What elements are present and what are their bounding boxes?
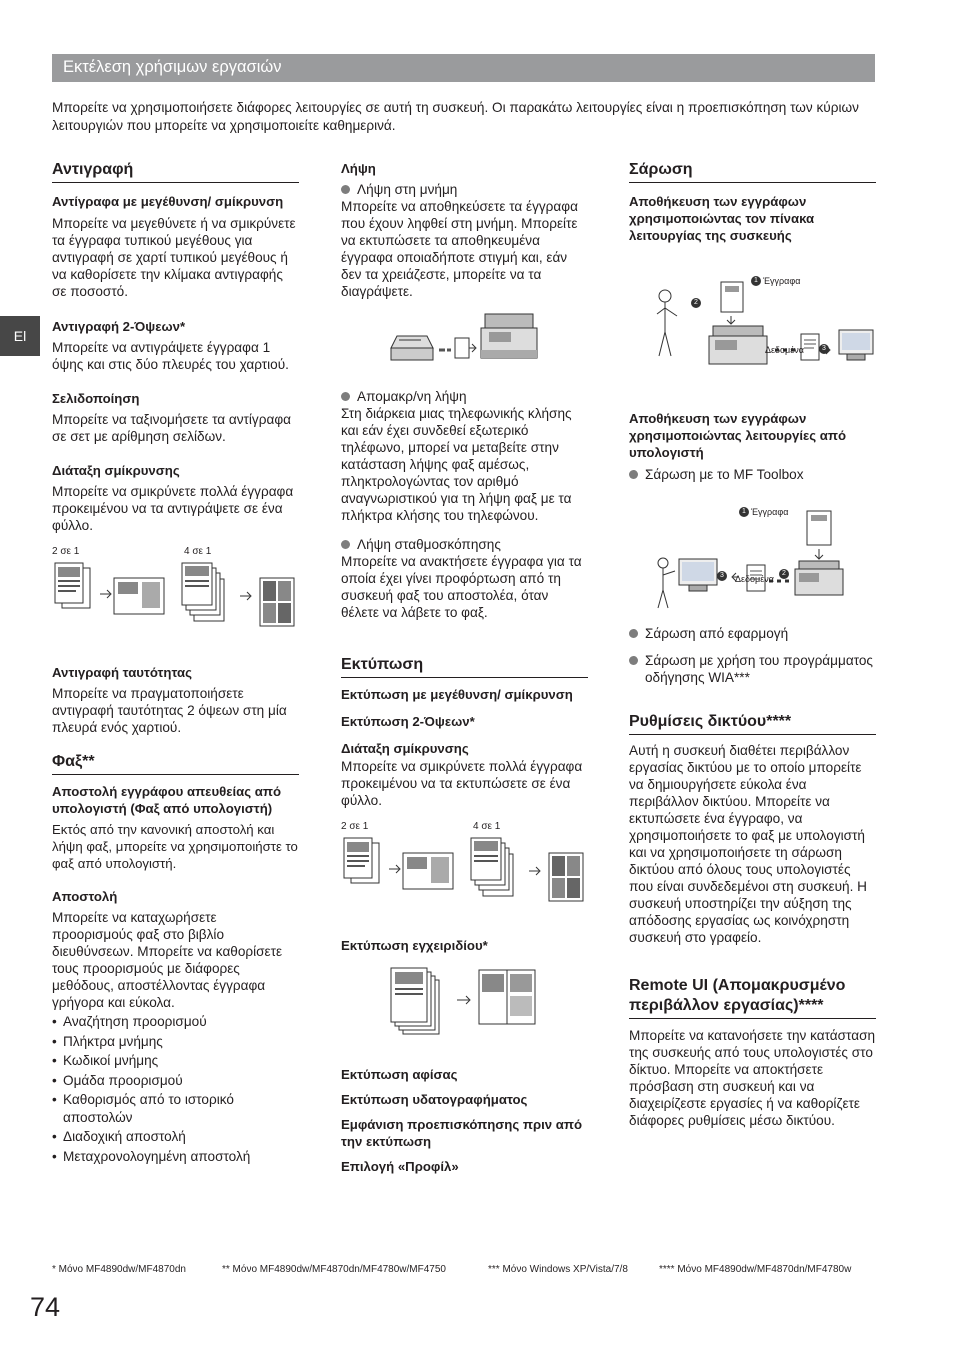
scan-pc-graphic (649, 501, 879, 621)
fax-heading: Φαξ** (52, 752, 299, 775)
scan-data-label: Δεδομένα (765, 345, 804, 355)
section-banner (52, 54, 875, 82)
remote-ui-text: Μπορείτε να κατανοήσετε την κατάσταση της συσκευής από τους υπολογιστές στο δίκτυο. Μπορείτε να αποκτήσετε πρόσβαση στη συσκευή και να διαχειρίζεστε εργασίες ή να καθορίζετε διάφορες ρυθμίσεις μέσω δικτύου. (629, 1028, 876, 1128)
receive-memory-bullet: Λήψη στη μνήμη (341, 181, 588, 198)
copy-nup-graphic (52, 562, 299, 652)
list-item: • Ομάδα προορισμού (52, 1072, 183, 1088)
list-item: • Καθορισμός από το ιστορικό αποστολών (52, 1092, 234, 1125)
bullet-dot-icon (629, 656, 638, 665)
copy-id-text: Μπορείτε να πραγματοποιήσετε αντιγραφή ταυτότητας 2 όψεων στη μία πλευρά ενός χαρτιού. (52, 686, 287, 735)
print-preview-title: Εμφάνιση προεπισκόπησης πριν από την εκτύπωση (341, 1117, 583, 1149)
receive-remote-bullet: Απομακρ/νη λήψη (341, 388, 588, 405)
print-poster-title: Εκτύπωση αφίσας (341, 1067, 458, 1082)
column-copy-fax (52, 160, 299, 1165)
scan-docs-label: Έγγραφα (763, 276, 801, 286)
receive-polling-bullet: Λήψη σταθμοσκόπησης (341, 536, 588, 553)
column-scan-network (629, 160, 876, 1129)
scan-pc-illustration (629, 491, 876, 621)
copy-duplex-title: Αντιγραφή 2-Όψεων* (52, 319, 186, 334)
receive-polling-text: Μπορείτε να ανακτήσετε έγγραφα για τα οποία έχει γίνει προφόρτωση από τη συσκευή φαξ του αποστολέα, όταν θέλετε να λάβετε το φαξ. (341, 554, 582, 620)
footnote-4: **** Μόνο MF4890dw/MF4870dn/MF4780w (659, 1264, 852, 1275)
bullet-dot-icon (629, 470, 638, 479)
step-2-badge: 2 (691, 298, 701, 308)
step-1-badge: 1 (751, 276, 761, 286)
bullet-dot-icon (341, 392, 350, 401)
print-nup-graphic (341, 837, 588, 927)
print-booklet-title: Εκτύπωση εγχειριδίου* (341, 938, 488, 953)
scan-panel-graphic (649, 274, 879, 384)
copy-enlarge-text: Μπορείτε να μεγεθύνετε ή να σμικρύνετε τα έγγραφα τυπικού μεγέθους για αντιγραφή σε χαρτί τυπικού μεγέθους ή να καθορίσετε την κλίμακα αντιγραφής σε ποσοστό. (52, 216, 296, 299)
list-item: • Αναζήτηση προορισμού (52, 1014, 207, 1029)
scan-pc-docs-label: Έγγραφα (751, 507, 789, 517)
list-item: • Διαδοχική αποστολή (52, 1129, 186, 1144)
fax-send-title: Αποστολή (52, 889, 118, 904)
copy-collate-title: Σελιδοποίηση (52, 391, 140, 406)
fax-machine-illustration (385, 310, 545, 370)
print-heading: Εκτύπωση (341, 655, 588, 678)
scan-pc-title: Αποθήκευση των εγγράφων χρησιμοποιώντας λειτουργίες από υπολογιστή (629, 411, 847, 460)
receive-remote-text: Στη διάρκεια μιας τηλεφωνικής κλήσης και εάν έχει συνδεθεί εξωτερικό τηλέφωνο, μπορεί να μεταβείτε στην κατάσταση λήψης φαξ αμέσως, πληκτρολογώντας τον αριθμό αναγνωριστικού για τη λήψη φαξ με τα πλήκτρα κλήσης του τηλεφώνου. (341, 406, 572, 523)
list-item: • Πλήκτρα μνήμης (52, 1033, 163, 1049)
copy-collate-text: Μπορείτε να ταξινομήσετε τα αντίγραφα σε σετ με αρίθμηση σελίδων. (52, 412, 291, 444)
step-3-badge: 3 (819, 344, 829, 354)
print-reduced-text: Μπορείτε να σμικρύνετε πολλά έγγραφα προκειμένου να τα εκτυπώσετε σε ένα φύλλο. (341, 759, 583, 808)
step-2-badge: 2 (779, 569, 789, 579)
print-4on1-label: 4 σε 1 (473, 821, 501, 832)
print-watermark-title: Εκτύπωση υδατογραφήματος (341, 1092, 528, 1107)
receive-title: Λήψη (341, 161, 376, 176)
section-title: Εκτέλεση χρήσιμων εργασιών (63, 58, 282, 76)
scan-wia-bullet: Σάρωση με χρήση του προγράμματος οδήγησης WIA*** (629, 652, 876, 686)
print-reduced-title: Διάταξη σμίκρυνσης (341, 741, 469, 756)
receive-memory-text: Μπορείτε να αποθηκεύσετε τα έγγραφα που έχουν ληφθεί στη μνήμη. Μπορείτε να εκτυπώσετε τα αποθηκευμένα έγγραφα οποιαδήποτε στιγμή και, εάν δεν τα χρειάζεστε, μπορείτε να τα διαγράψετε. (341, 199, 578, 299)
column-receive-print (341, 160, 588, 1175)
print-2on1-label: 2 σε 1 (341, 821, 369, 832)
fax-pc-title: Αποστολή εγγράφου απευθείας από υπολογιστή (Φαξ από υπολογιστή) (52, 784, 282, 816)
scan-app-bullet: Σάρωση από εφαρμογή (629, 625, 876, 642)
bullet-dot-icon (341, 540, 350, 549)
copy-duplex-text: Μπορείτε να αντιγράψετε έγγραφα 1 όψης και στις δύο πλευρές του χαρτιού. (52, 340, 289, 372)
fax-pc-text: Εκτός από την κανονική αποστολή και λήψη φαξ, μπορείτε να χρησιμοποιήστε το φαξ από υπολογιστή. (52, 822, 298, 871)
copy-nup-illustration (52, 546, 299, 654)
print-nup-illustration (341, 821, 588, 929)
step-3-badge: 3 (717, 571, 727, 581)
fax-send-list (52, 1013, 299, 1165)
intro-text: Μπορείτε να χρησιμοποιήσετε διάφορες λειτουργίες σε αυτή τη συσκευή. Οι παρακάτω λειτουργίες είναι η προεπισκόπηση των κύριων λειτουργιών που μπορείτε να χρησιμοποιείτε καθημερινά. (52, 100, 859, 133)
booklet-illustration (389, 966, 539, 1046)
remote-ui-heading: Remote UI (Απομακρυσμένο περιβάλλον εργασίας)**** (629, 976, 876, 1019)
step-1-badge: 1 (739, 507, 749, 517)
print-enlarge-title: Εκτύπωση με μεγέθυνση/ σμίκρυνση (341, 687, 573, 702)
bullet-dot-icon (341, 185, 350, 194)
list-item: • Κωδικοί μνήμης (52, 1053, 159, 1068)
scan-panel-title: Αποθήκευση των εγγράφων χρησιμοποιώντας τον πίνακα λειτουργίας της συσκευής (629, 194, 815, 243)
copy-reduced-title: Διάταξη σμίκρυνσης (52, 463, 180, 478)
footnote-1: * Μόνο MF4890dw/MF4870dn (52, 1264, 186, 1275)
copy-enlarge-title: Αντίγραφα με μεγέθυνση/ σμίκρυνση (52, 194, 284, 209)
scan-panel-illustration (629, 254, 876, 394)
language-tab: El (0, 316, 40, 356)
copy-id-title: Αντιγραφή ταυτότητας (52, 665, 192, 680)
network-text: Αυτή η συσκευή διαθέτει περιβάλλον εργασίας δικτύου με το οποίο μπορείτε να δημιουργήσετε εύκολα ένα περιβάλλον δικτύου. Μπορείτε να εκτυπώσετε ένα έγγραφο, να χρησιμοποιήσετε το φαξ με υπολογιστή και να χρησιμοποιήσετε τη σάρωση δικτύου από όλους τους υπολογιστές που είναι συνδεδεμένοι στη συσκευή. Η συσκευή υποστηρίζει την αύξηση της απόδοσης εργασίας ως κοινόχρηστη συσκευή στο γραφείο. (629, 743, 867, 945)
print-duplex-title: Εκτύπωση 2-Όψεων* (341, 714, 475, 729)
scan-pc-data-label: Δεδομένα (735, 574, 774, 584)
bullet-dot-icon (629, 629, 638, 638)
scan-heading: Σάρωση (629, 160, 876, 183)
scan-toolbox-bullet: Σάρωση με το MF Toolbox (629, 466, 876, 483)
copy-4on1-label: 4 σε 1 (184, 546, 212, 557)
copy-2on1-label: 2 σε 1 (52, 546, 80, 557)
fax-send-text: Μπορείτε να καταχωρήσετε προορισμούς φαξ στο βιβλίο διευθύνσεων. Μπορείτε να καθορίσετε τους προορισμούς με διάφορες μεθόδους, αποστέλλοντας έγγραφα γρήγορα και εύκολα. (52, 910, 283, 1010)
list-item: • Μεταχρονολογημένη αποστολή (52, 1148, 251, 1164)
copy-heading: Αντιγραφή (52, 160, 299, 183)
page-number: 74 (30, 1292, 61, 1322)
print-profile-title: Επιλογή «Προφίλ» (341, 1159, 459, 1174)
copy-reduced-text: Μπορείτε να σμικρύνετε πολλά έγγραφα προκειμένου να τα αντιγράψετε σε ένα φύλλο. (52, 484, 294, 533)
footnote-2: ** Μόνο MF4890dw/MF4870dn/MF4780w/MF4750 (222, 1264, 446, 1275)
network-heading: Ρυθμίσεις δικτύου**** (629, 712, 876, 735)
footnote-3: *** Μόνο Windows XP/Vista/7/8 (488, 1264, 628, 1275)
